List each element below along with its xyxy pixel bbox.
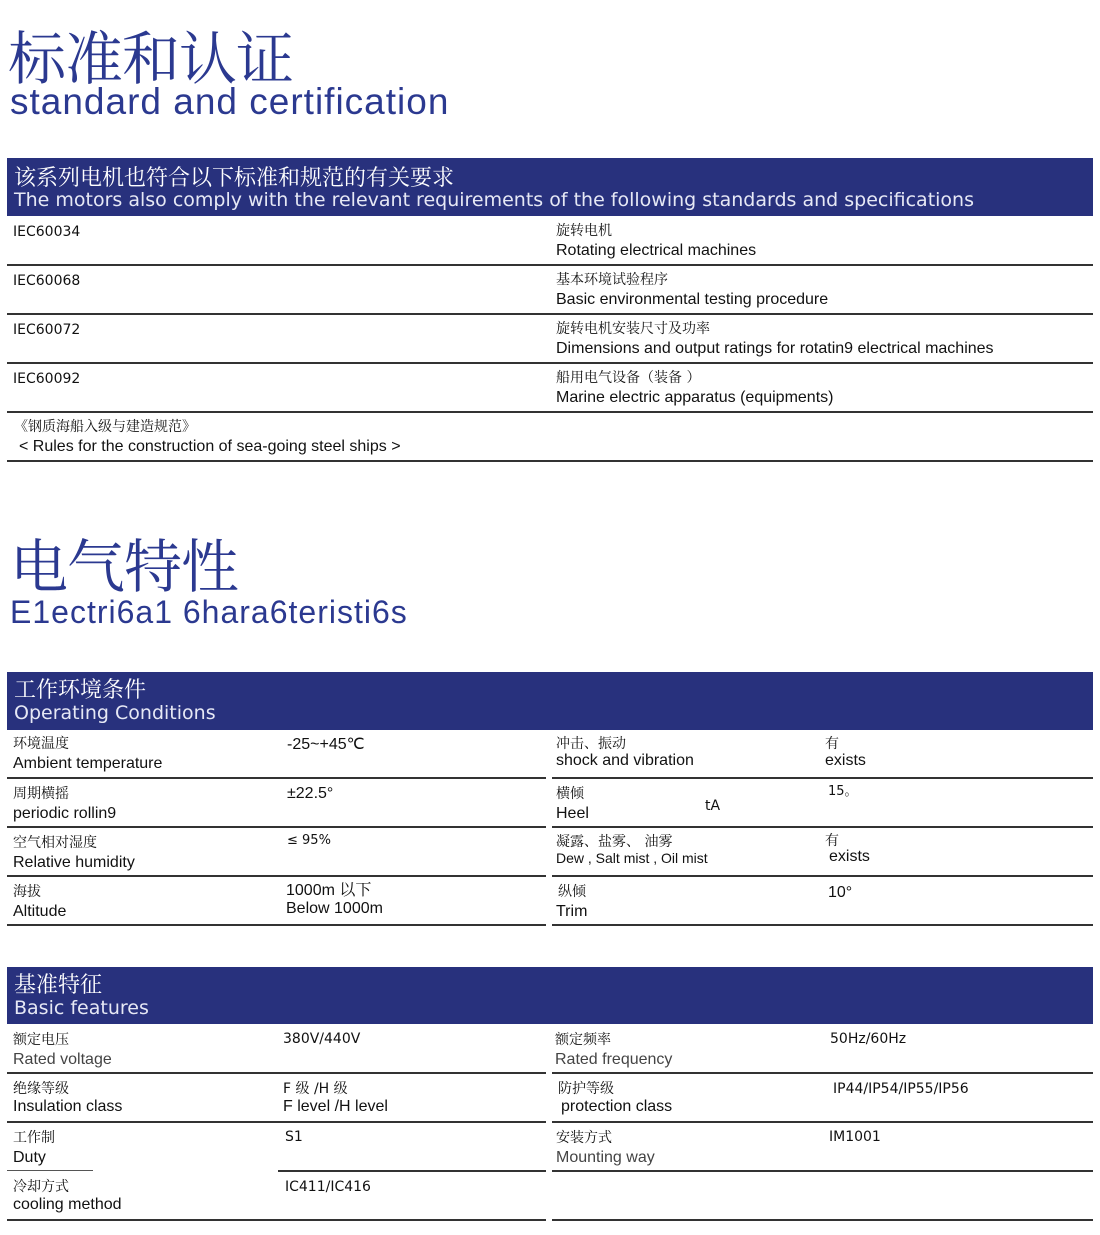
value: 10° — [828, 884, 853, 901]
operating-label — [13, 735, 162, 774]
row-divider — [7, 1219, 546, 1221]
operating-label — [13, 785, 116, 824]
row-divider — [7, 460, 1093, 462]
operating-value — [286, 882, 383, 918]
row-divider — [7, 1121, 546, 1123]
value: 50Hz/60Hz — [830, 1031, 907, 1047]
operating-value — [287, 784, 333, 804]
label-en: Ambient temperature — [13, 755, 163, 772]
standard-desc — [556, 271, 828, 310]
operating-value — [828, 782, 858, 801]
value-en: Below 1000m — [286, 900, 383, 917]
label-en: Altitude — [13, 903, 67, 920]
value-en: exists — [825, 752, 866, 769]
row-divider — [552, 875, 1093, 877]
label-cn: 海拔 — [13, 884, 41, 900]
standard-desc — [556, 369, 833, 408]
standard-code: IEC60034 — [13, 224, 81, 240]
standards-band-en: The motors also comply with the relevant requirements of the following standards and specifications — [14, 189, 974, 211]
rules-en: < Rules for the construction of sea-going steel ships > — [19, 438, 401, 455]
operating-value — [825, 735, 866, 771]
extra-mark: tA — [705, 798, 721, 814]
row-divider — [552, 1072, 1093, 1074]
value: ±22.5° — [287, 785, 334, 802]
row-divider — [7, 924, 546, 926]
basic-value — [283, 1080, 388, 1117]
row-divider — [7, 1072, 546, 1074]
standard-desc-cn: 旋转电机 — [556, 223, 612, 239]
operating-extra — [705, 797, 720, 816]
standard-code: IEC60072 — [13, 322, 81, 338]
basic-label — [13, 1031, 112, 1070]
operating-value — [825, 832, 870, 867]
row-divider — [7, 1170, 93, 1171]
label-cn: 冷却方式 — [13, 1179, 69, 1195]
standard-desc-cn: 基本环境试验程序 — [556, 272, 668, 288]
value: F 级 /H 级 — [283, 1081, 348, 1097]
label-cn: 冲击、振动 — [556, 736, 626, 752]
value-en: F level /H level — [283, 1098, 388, 1115]
basic-label — [13, 1129, 55, 1168]
standard-desc — [556, 320, 994, 359]
row-divider — [552, 777, 1093, 779]
operating-value — [828, 883, 852, 903]
operating-label — [13, 834, 135, 873]
label-en: Insulation class — [13, 1098, 123, 1115]
label-en: periodic rollin9 — [13, 805, 117, 822]
operating-label — [558, 883, 587, 922]
basic-band-en: Basic features — [14, 997, 149, 1019]
label-en: shock and vibration — [556, 752, 694, 769]
label-cn: 周期横摇 — [13, 786, 69, 802]
operating-band-en: Operating Conditions — [14, 702, 216, 724]
value: 380V/440V — [283, 1031, 361, 1047]
operating-band-cn: 工作环境条件 — [14, 678, 147, 703]
operating-value — [287, 831, 331, 850]
row-divider — [552, 924, 1093, 926]
standard-desc-en: Basic environmental testing procedure — [556, 291, 829, 308]
value: IM1001 — [829, 1129, 881, 1145]
row-divider — [7, 875, 546, 877]
label-cn: 额定频率 — [555, 1032, 611, 1048]
basic-value — [283, 1030, 360, 1049]
value: IC411/IC416 — [285, 1179, 371, 1195]
label-en: Dew , Salt mist , Oil mist — [556, 850, 708, 866]
label-cn: 横倾 — [556, 786, 584, 802]
operating-label — [556, 833, 708, 868]
row-divider — [552, 1170, 1093, 1172]
basic-label — [556, 1129, 655, 1168]
standards-title-cn: 标准和认证 — [8, 25, 294, 93]
standards-band-cn: 该系列电机也符合以下标准和规范的有关要求 — [14, 166, 455, 191]
row-divider — [7, 313, 1093, 315]
value-cn: 15。 — [828, 784, 858, 799]
row-divider — [552, 1121, 1093, 1123]
label-cn: 环境温度 — [13, 736, 69, 752]
standard-code: IEC60092 — [13, 371, 81, 387]
row-divider — [552, 826, 1093, 828]
basic-value — [285, 1178, 371, 1197]
label-cn: 防护等级 — [558, 1081, 614, 1097]
label-en: Heel — [556, 805, 589, 822]
label-en: Relative humidity — [13, 854, 135, 871]
standard-desc-en: Rotating electrical machines — [556, 242, 757, 259]
standard-desc-en: Marine electric apparatus (equipments) — [556, 389, 834, 406]
basic-label — [555, 1031, 672, 1070]
row-divider — [7, 411, 1093, 413]
basic-value — [285, 1128, 303, 1147]
basic-value — [829, 1128, 881, 1147]
label-cn: 纵倾 — [558, 884, 586, 900]
operating-label — [13, 883, 66, 922]
standard-desc-cn: 旋转电机安装尺寸及功率 — [556, 321, 710, 337]
basic-label — [558, 1080, 672, 1117]
value: IP44/IP54/IP55/IP56 — [833, 1081, 969, 1097]
label-en: cooling method — [13, 1196, 122, 1213]
operating-value — [287, 735, 365, 755]
label-cn: 绝缘等级 — [13, 1081, 69, 1097]
label-cn: 安装方式 — [556, 1130, 612, 1146]
value-en: exists — [829, 848, 870, 865]
standard-desc-cn: 船用电气设备（装备 ） — [556, 370, 701, 386]
basic-label — [13, 1080, 122, 1117]
value-cn: 有 — [825, 833, 839, 849]
operating-label — [556, 735, 694, 771]
standard-code: IEC60068 — [13, 273, 81, 289]
basic-label — [13, 1178, 122, 1215]
basic-value — [830, 1030, 906, 1049]
label-en: Trim — [556, 903, 588, 920]
label-en: protection class — [561, 1098, 673, 1115]
basic-band — [7, 967, 1093, 1024]
value-cn: 有 — [825, 736, 839, 752]
label-cn: 凝露、盐雾、 油雾 — [556, 834, 673, 850]
standard-desc-en: Dimensions and output ratings for rotatin9 electrical machines — [556, 340, 994, 357]
electrical-title-en: E1ectri6a1 6hara6teristi6s — [10, 594, 408, 630]
label-cn: 额定电压 — [13, 1032, 69, 1048]
operating-band — [7, 672, 1093, 730]
label-en: Mounting way — [556, 1149, 655, 1166]
basic-value — [833, 1080, 969, 1099]
standards-title-en: standard and certification — [10, 81, 450, 122]
value: 1000m 以下 — [286, 882, 372, 899]
standards-band — [7, 158, 1093, 216]
row-divider — [7, 362, 1093, 364]
rules-cn: 《钢质海船入级与建造规范》 — [14, 419, 196, 435]
row-divider — [7, 264, 1093, 266]
value: S1 — [285, 1129, 303, 1145]
operating-label — [556, 785, 589, 824]
standard-desc — [556, 222, 756, 261]
row-divider — [552, 1219, 1093, 1221]
row-divider — [7, 777, 546, 779]
label-cn: 空气相对湿度 — [13, 835, 97, 851]
row-divider — [7, 826, 546, 828]
label-cn: 工作制 — [13, 1130, 55, 1146]
value: -25~+45℃ — [287, 736, 365, 753]
rules-note — [14, 418, 401, 457]
value: ≤ 95% — [287, 833, 331, 848]
electrical-title-cn: 电气特性 — [10, 533, 239, 601]
row-divider — [278, 1170, 546, 1172]
basic-band-cn: 基准特征 — [14, 973, 103, 998]
label-en: Rated frequency — [555, 1051, 673, 1068]
label-en: Rated voltage — [13, 1051, 112, 1068]
label-en: Duty — [13, 1149, 46, 1166]
